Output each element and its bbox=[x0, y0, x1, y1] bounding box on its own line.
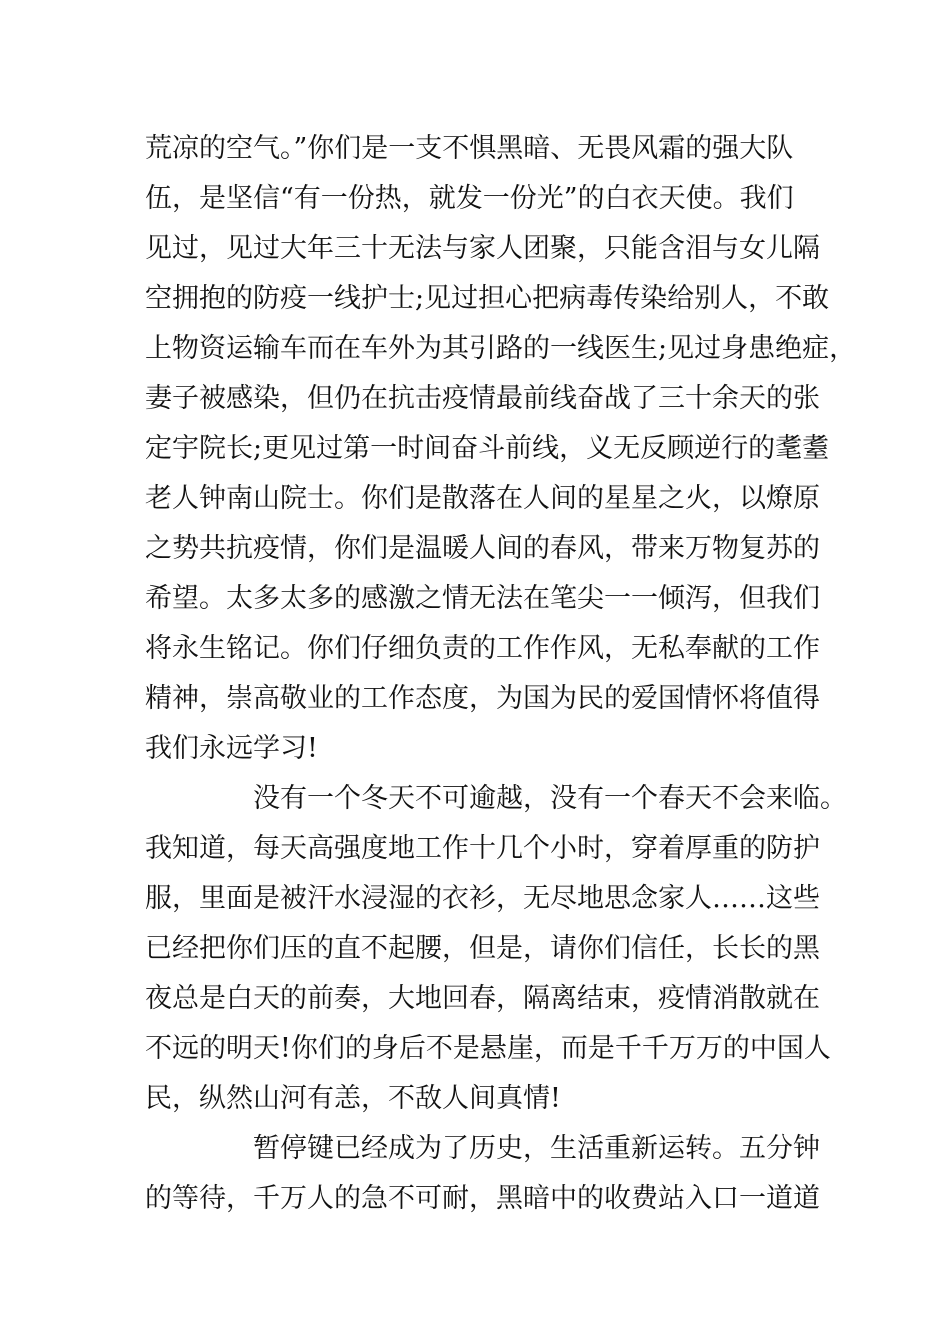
text-line: 定宇院长;更见过第一时间奋斗前线，义无反顾逆行的耄耋 bbox=[145, 433, 830, 464]
text-line: 见过，见过大年三十无法与家人团聚，只能含泪与女儿隔 bbox=[145, 233, 820, 264]
text-line: 伍，是坚信“有一份热，就发一份光”的白衣天使。我们 bbox=[145, 183, 794, 214]
text-line: 我知道，每天高强度地工作十几个小时，穿着厚重的防护 bbox=[145, 833, 820, 864]
text-line: 将永生铭记。你们仔细负责的工作作风，无私奉献的工作 bbox=[145, 633, 820, 664]
text-line: 妻子被感染，但仍在抗击疫情最前线奋战了三十余天的张 bbox=[145, 383, 820, 414]
document-body bbox=[145, 124, 857, 1224]
text-line: 夜总是白天的前奏，大地回春，隔离结束，疫情消散就在 bbox=[145, 983, 820, 1014]
text-line: 希望。太多太多的感激之情无法在笔尖一一倾泻，但我们 bbox=[145, 583, 820, 614]
text-line: 已经把你们压的直不起腰，但是，请你们信任，长长的黑 bbox=[145, 933, 820, 964]
paragraph-1 bbox=[145, 124, 857, 774]
text-line-indented: 暂停键已经成为了历史，生活重新运转。五分钟 bbox=[253, 1133, 820, 1164]
text-line: 的等待，千万人的急不可耐，黑暗中的收费站入口一道道 bbox=[145, 1183, 820, 1214]
text-line: 不远的明天!你们的身后不是悬崖，而是千千万万的中国人 bbox=[145, 1033, 831, 1064]
text-line: 荒凉的空气。”你们是一支不惧黑暗、无畏风霜的强大队 bbox=[145, 133, 794, 164]
paragraph-3 bbox=[145, 1124, 845, 1224]
text-line: 上物资运输车而在车外为其引路的一线医生;见过身患绝症， bbox=[145, 333, 857, 364]
text-line: 我们永远学习! bbox=[145, 733, 318, 764]
text-line-indented: 没有一个冬天不可逾越，没有一个春天不会来临。 bbox=[253, 783, 847, 814]
text-line: 精神，崇高敬业的工作态度，为国为民的爱国情怀将值得 bbox=[145, 683, 820, 714]
text-line: 之势共抗疫情，你们是温暖人间的春风，带来万物复苏的 bbox=[145, 533, 820, 564]
text-line: 空拥抱的防疫一线护士;见过担心把病毒传染给别人，不敢 bbox=[145, 283, 830, 314]
text-line: 民，纵然山河有恙，不敌人间真情! bbox=[145, 1083, 561, 1114]
paragraph-2 bbox=[145, 774, 845, 1124]
text-line: 老人钟南山院士。你们是散落在人间的星星之火，以燎原 bbox=[145, 483, 820, 514]
text-line: 服，里面是被汗水浸湿的衣衫，无尽地思念家人……这些 bbox=[145, 883, 820, 914]
